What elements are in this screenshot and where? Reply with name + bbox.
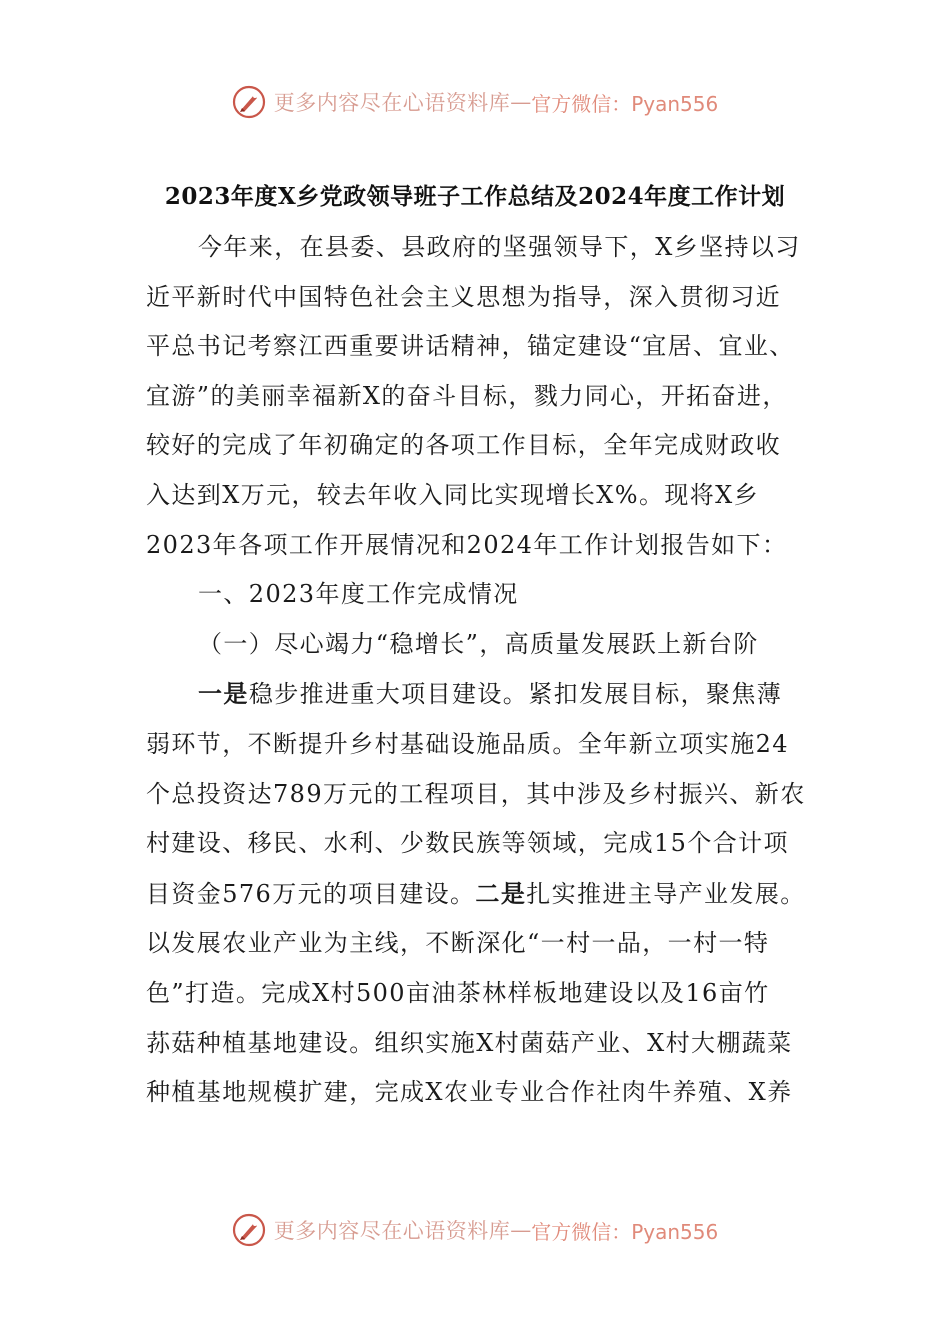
paragraph-line: 色”打造。完成X村500亩油茶林样板地建设以及16亩竹 [146,978,770,1007]
paragraph-line: 以发展农业产业为主线，不断深化“一村一品，一村一特 [146,929,770,958]
paragraph-line: 村建设、移民、水利、少数民族等领域，完成15个合计项 [146,829,789,858]
intro-line: 宜游”的美丽幸福新X的奋斗目标，戮力同心，开拓奋进， [146,381,788,410]
watermark-brand: 更多内容尽在心语资料库 [273,1219,511,1243]
watermark-separator: — [510,90,532,114]
intro-line: 平总书记考察江西重要讲话精神，锚定建设“宜居、宜业、 [146,332,795,361]
watermark-banner-top [0,80,950,124]
intro-line: 2023年各项工作开展情况和2024年工作计划报告如下： [146,530,788,559]
paragraph-line: 弱环节，不断提升乡村基础设施品质。全年新立项实施24 [146,729,789,758]
intro-line: 入达到X万元，较去年收入同比实现增长X%。现将X乡 [146,480,760,509]
pen-nib-logo-icon [232,1213,266,1247]
watermark-brand: 更多内容尽在心语资料库 [273,91,511,115]
document-body [146,223,806,1118]
intro-line: 较好的完成了年初确定的各项工作目标，全年完成财政收 [146,431,781,460]
paragraph-line [146,869,806,920]
pen-nib-logo-icon [232,85,266,119]
section-heading: 一、2023年度工作完成情况 [198,580,519,609]
line-text: 目资金576万元的项目建设。 [146,879,476,908]
watermark-banner-bottom [0,1208,950,1252]
paragraph-line: 荪菇种植基地建设。组织实施X村菌菇产业、X村大棚蔬菜 [146,1028,793,1057]
line-text: 扎实推进主导产业发展。 [526,879,806,908]
paragraph-line [146,669,806,720]
paragraph-line: 个总投资达789万元的工程项目，其中涉及乡村振兴、新农 [146,779,806,808]
intro-line: 今年来，在县委、县政府的坚强领导下，X乡坚持以习 [198,233,801,261]
watermark-contact: 官方微信：Pyan556 [531,91,719,116]
document-title: 2023年度X乡党政领导班子工作总结及2024年度工作计划 [164,183,786,210]
subsection-heading: （一）尽心竭力“稳增长”，高质量发展跃上新台阶 [198,629,759,658]
lead-bold-1: 一是 [198,679,249,709]
watermark-separator: — [510,1218,532,1242]
line-text: 稳步推进重大项目建设。紧扣发展目标，聚焦薄 [248,680,783,709]
paragraph-line: 种植基地规模扩建，完成X农业专业合作社肉牛养殖、X养 [146,1078,793,1107]
watermark-contact: 官方微信：Pyan556 [531,1219,719,1244]
lead-bold-2: 二是 [475,878,527,908]
intro-line: 近平新时代中国特色社会主义思想为指导，深入贯彻习近 [146,282,781,311]
